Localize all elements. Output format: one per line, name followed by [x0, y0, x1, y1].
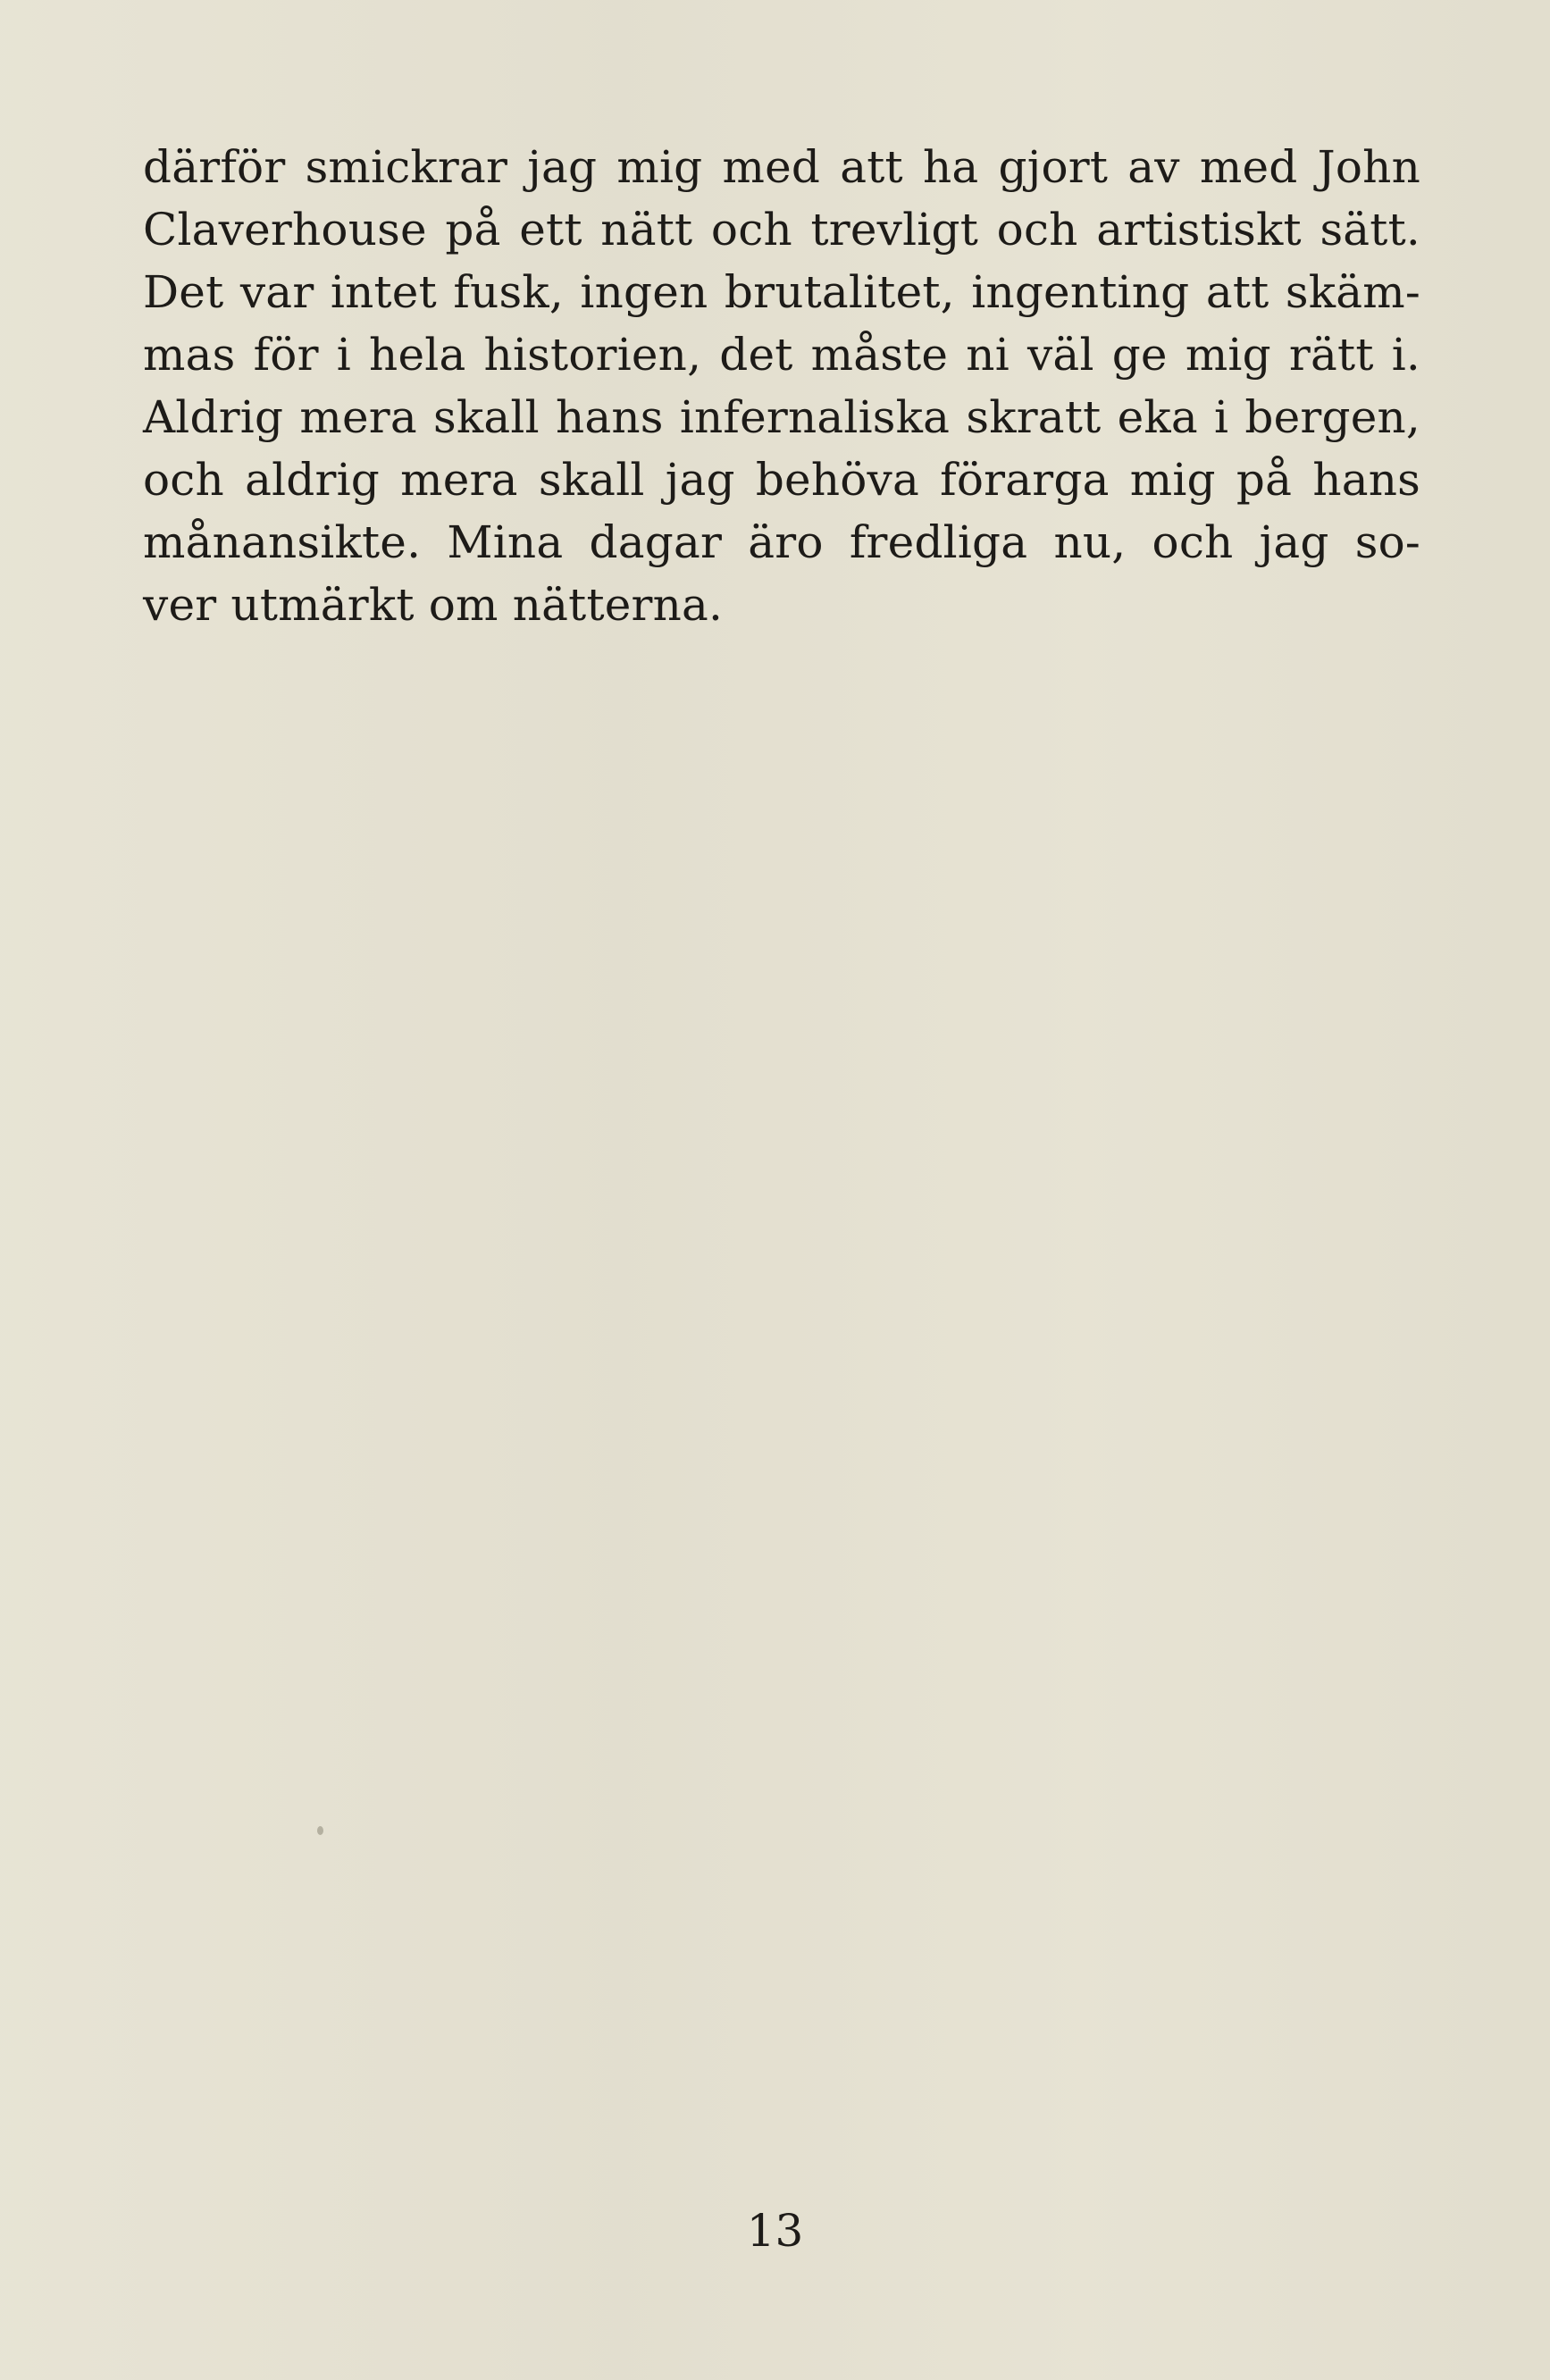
page-number: 13: [746, 2205, 804, 2257]
text-line: månansikte. Mina dagar äro fredliga nu, och jag so-: [143, 516, 1420, 568]
text-line: därför smickrar jag mig med att ha gjort av med John: [143, 141, 1420, 193]
text-line: ver utmärkt om nätterna.: [143, 579, 724, 631]
text-line: Claverhouse på ett nätt och trevligt och artistiskt sätt.: [143, 204, 1420, 256]
paper-speck: [317, 1826, 323, 1835]
text-line: mas för i hela historien, det måste ni väl ge mig rätt i.: [143, 329, 1420, 381]
text-line: och aldrig mera skall jag behöva förarga mig på hans: [143, 454, 1420, 506]
body-text: [143, 136, 1420, 636]
text-line: Det var intet fusk, ingen brutalitet, ingenting att skäm-: [143, 266, 1420, 318]
text-line: Aldrig mera skall hans infernaliska skratt eka i bergen,: [143, 391, 1420, 443]
